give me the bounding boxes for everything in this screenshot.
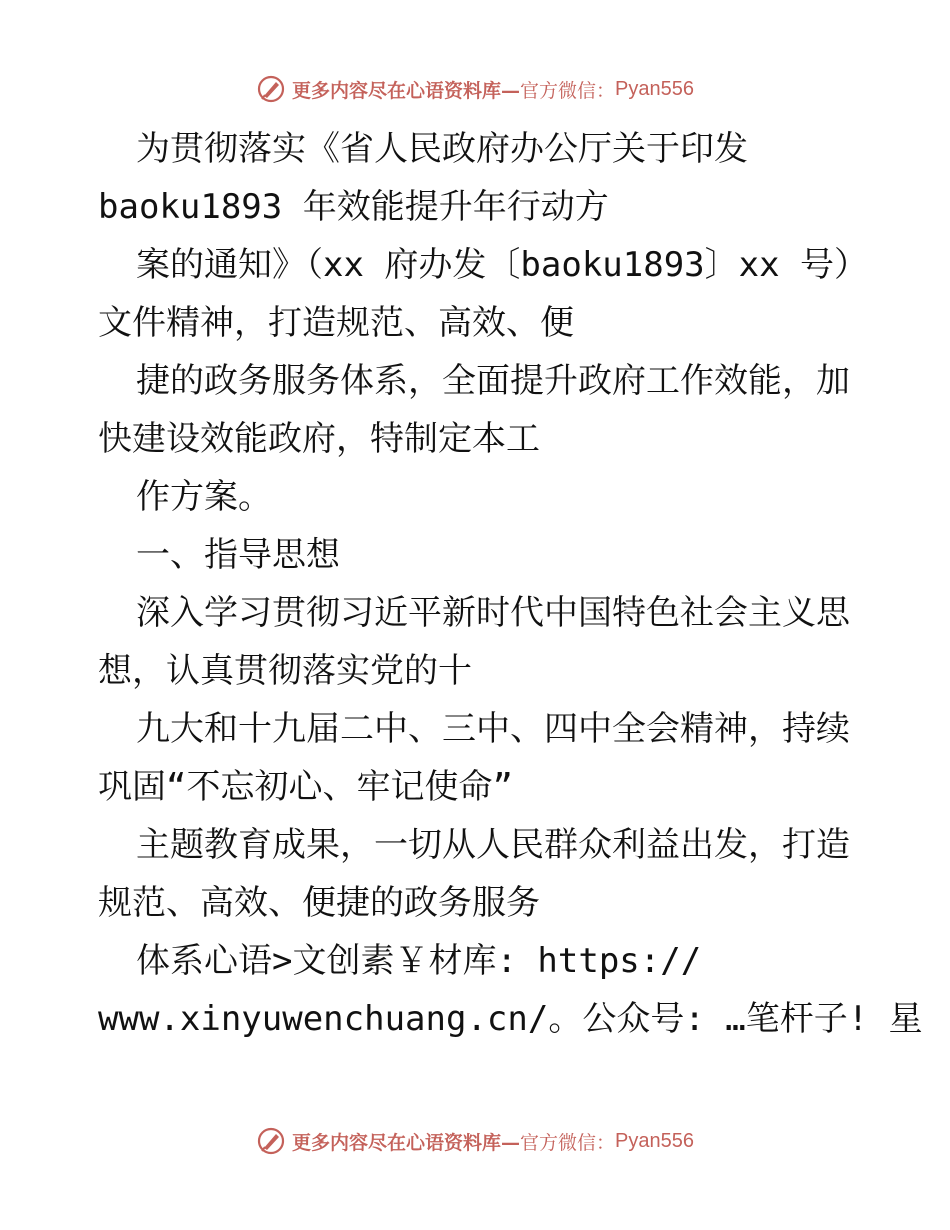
paragraph-line: baoku1893 年效能提升年行动方 (98, 187, 609, 227)
section-heading: 一、指导思想 (136, 535, 340, 575)
paragraph-line: 案的通知》（xx 府办发〔baoku1893〕xx 号） (136, 245, 869, 285)
document-body (98, 120, 923, 1048)
header-wechat-label: 官方微信： (520, 79, 616, 102)
paragraph-line: 捷的政务服务体系，全面提升政府工作效能，加 (136, 361, 850, 401)
paragraph-line: 深入学习贯彻习近平新时代中国特色社会主义思 (136, 593, 850, 633)
quill-logo-icon (256, 1126, 286, 1156)
quill-logo-icon (256, 74, 286, 104)
header-wechat-id: Pyan556 (615, 77, 694, 100)
paragraph-line: 规范、高效、便捷的政务服务 (98, 883, 540, 923)
footer-wechat-id: Pyan556 (615, 1129, 694, 1152)
header-banner-text: 更多内容尽在心语资料库— (292, 79, 521, 102)
paragraph-line: 文件精神，打造规范、高效、便 (98, 303, 574, 343)
paragraph-line: 快建设效能政府，特制定本工 (98, 419, 540, 459)
footer-wechat-label: 官方微信： (520, 1131, 616, 1154)
paragraph-line: 体系心语>文创素￥材库: https:// (136, 941, 702, 981)
paragraph-line: 九大和十九届二中、三中、四中全会精神，持续 (136, 709, 850, 749)
footer-banner (0, 1124, 950, 1158)
paragraph-line: 想，认真贯彻落实党的十 (98, 651, 472, 691)
footer-banner-text: 更多内容尽在心语资料库— (292, 1131, 521, 1154)
paragraph-line: 主题教育成果，一切从人民群众利益出发，打造 (136, 825, 850, 865)
paragraph-line: 巩固“不忘初心、牢记使命” (98, 767, 513, 807)
paragraph-line: 作方案。 (136, 477, 272, 517)
header-banner (0, 72, 950, 106)
paragraph-line: www.xinyuwenchuang.cn/。公众号: …笔杆子! 星 (98, 999, 923, 1039)
paragraph-line: 为贯彻落实《省人民政府办公厅关于印发 (136, 129, 748, 169)
